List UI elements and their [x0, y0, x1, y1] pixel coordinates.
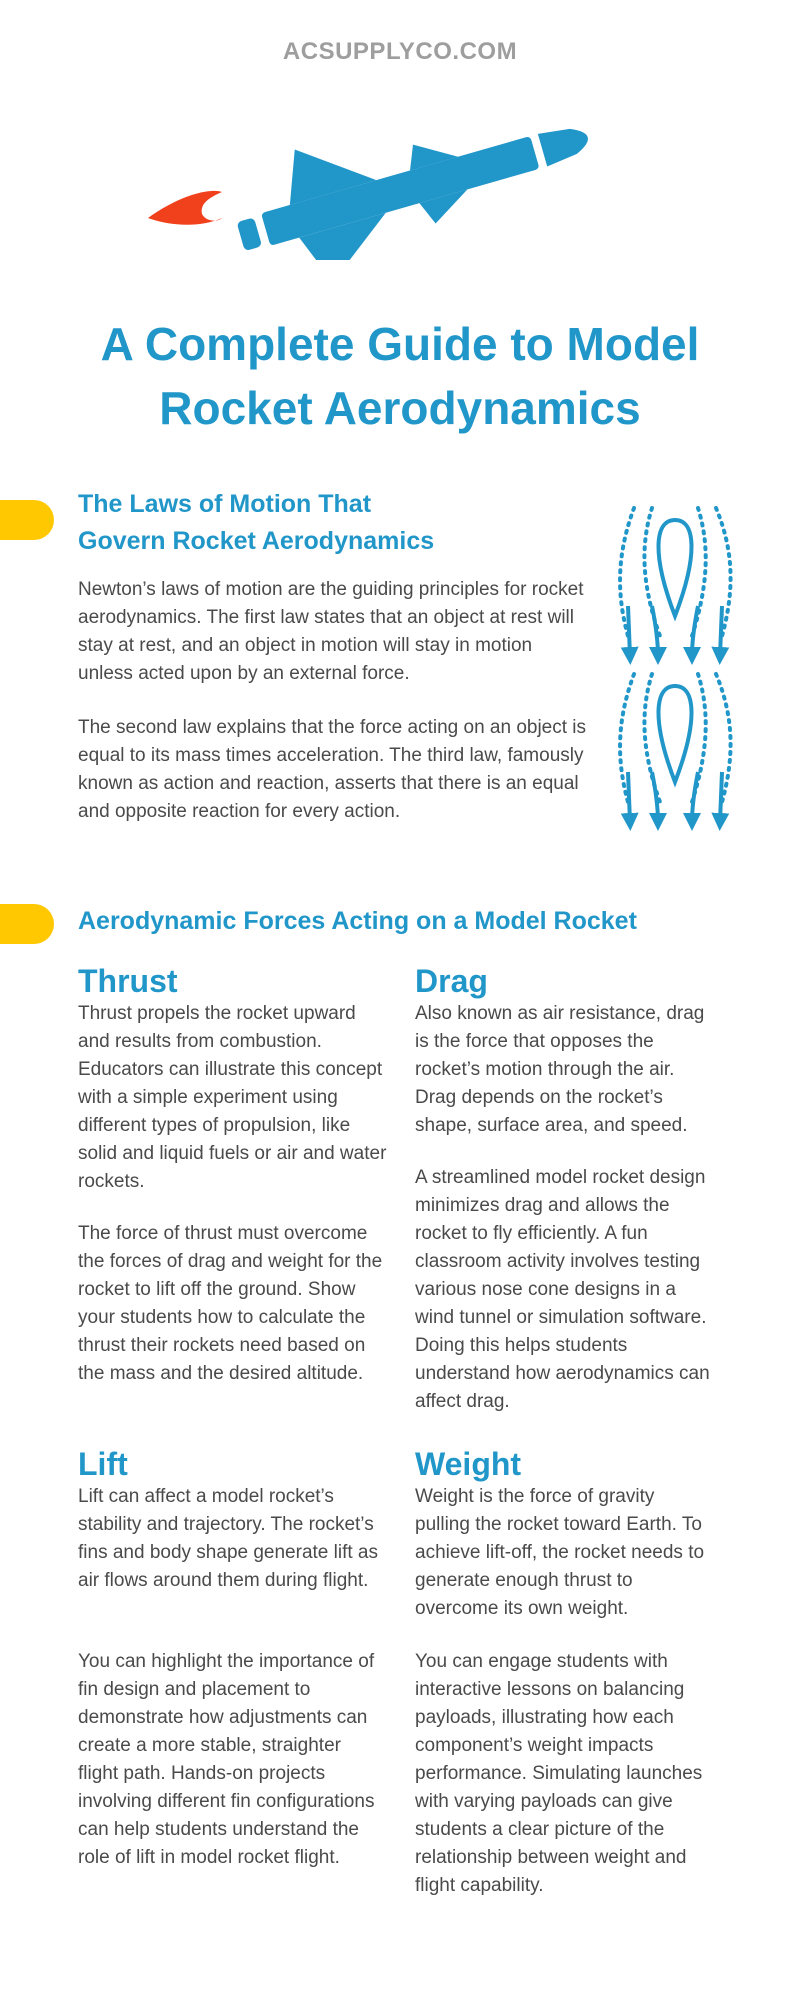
weight-paragraph-2: You can engage students with interactive lessons on balancing payloads, illustrating how each component’s weight impacts performance. Simulating launches with varying payloads can give students a clear picture of the relationship between weight and flight capability.	[415, 1651, 703, 1896]
drag-paragraph-2: A streamlined model rocket design minimizes drag and allows the rocket to fly efficiently. A fun classroom activity involves testing various nose cone designs in a wind tunnel or simulation software. Doing this helps students understand how aerodynamics can affect drag.	[415, 1167, 710, 1412]
drag-paragraph-1: Also known as air resistance, drag is the force that opposes the rocket’s motion through the air. Drag depends on the rocket’s shape, surface area, and speed.	[415, 1003, 705, 1136]
laws-heading-line2: Govern Rocket Aerodynamics	[78, 527, 435, 555]
section-marker	[0, 904, 54, 944]
laws-heading-line1: The Laws of Motion That	[78, 490, 372, 518]
section-marker	[0, 500, 54, 540]
drag-title: Drag	[415, 963, 488, 999]
forces-heading: Aerodynamic Forces Acting on a Model Rocket	[78, 907, 637, 935]
page-title: A Complete Guide to Model Rocket Aerodynamics	[100, 318, 700, 434]
site-name: ACSUPPLYCO.COM	[282, 38, 518, 65]
weight-title: Weight	[415, 1446, 522, 1482]
weight-paragraph-1: Weight is the force of gravity pulling the rocket toward Earth. To achieve lift-off, the rocket needs to generate enough thrust to overcome its own weight.	[415, 1486, 705, 1619]
laws-paragraph-2: The second law explains that the force acting on an object is equal to its mass times acceleration. The third law, famously known as action and reaction, asserts that there is an equal and opposite reaction for every action.	[78, 717, 587, 822]
rocket-icon	[140, 100, 590, 260]
lift-paragraph-2: You can highlight the importance of fin design and placement to demonstrate how adjustments can create a more stable, straighter flight path. Hands-on projects involving different fin configurations can help students understand the role of lift in model rocket flight.	[78, 1651, 375, 1868]
airflow-icon	[612, 506, 742, 836]
laws-heading	[78, 486, 538, 560]
thrust-title: Thrust	[78, 963, 178, 999]
thrust-paragraph-1: Thrust propels the rocket upward and results from combustion. Educators can illustrate this concept with a simple experiment using different types of propulsion, like solid and liquid fuels or air and water rockets.	[78, 1003, 387, 1192]
lift-paragraph-1: Lift can affect a model rocket’s stability and trajectory. The rocket’s fins and body shape generate lift as air flows around them during flight.	[78, 1486, 378, 1591]
lift-title: Lift	[78, 1446, 128, 1482]
laws-paragraph-1: Newton’s laws of motion are the guiding principles for rocket aerodynamics. The first law states that an object at rest will stay at rest, and an object in motion will stay in motion unless acted upon by an external force.	[78, 579, 584, 684]
thrust-paragraph-2: The force of thrust must overcome the forces of drag and weight for the rocket to lift off the ground. Show your students how to calculate the thrust their rockets need based on the mass and the desired altitude.	[78, 1223, 383, 1384]
